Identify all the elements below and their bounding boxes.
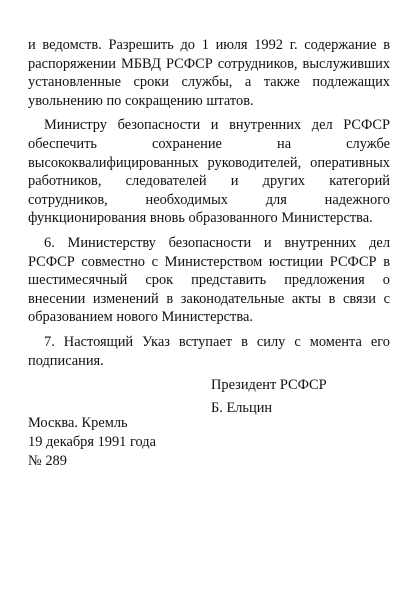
place-city: Москва. Кремль: [28, 415, 128, 431]
paragraph-3: 6. Министерству безопасности и внутренних дел РСФСР совместно с Министерством юстиции РСФСР в шестимесячный срок представить предложения о внесении изменений в законодательные акты в связи с образованием нового Министерства.: [28, 234, 390, 326]
document-date: 19 декабря 1991 года: [28, 433, 157, 450]
signature-block: [211, 374, 327, 420]
signatory-title: Президент РСФСР: [211, 377, 327, 393]
paragraph-1: и ведомств. Разрешить до 1 июля 1992 г. содержание в распоряжении МБВД РСФСР сотрудников, выслуживших установленные сроки службы, а также подлежащих увольнению по сокращению штатов.: [28, 37, 390, 109]
document-body: [28, 36, 390, 376]
signatory-name: Б. Ельцин: [211, 400, 273, 416]
paragraph-2: Министру безопасности и внутренних дел РСФСР обеспечить сохранение на службе высококвалифицированных руководителей, оперативных работников, следователей и других категорий сотрудников, необходимых для надежного функционирования вновь образованного Министерства.: [28, 117, 390, 227]
document-number: № 289: [28, 452, 67, 469]
paragraph-4: 7. Настоящий Указ вступает в силу с момента его подписания.: [28, 333, 390, 369]
place-date-block: [28, 414, 156, 470]
